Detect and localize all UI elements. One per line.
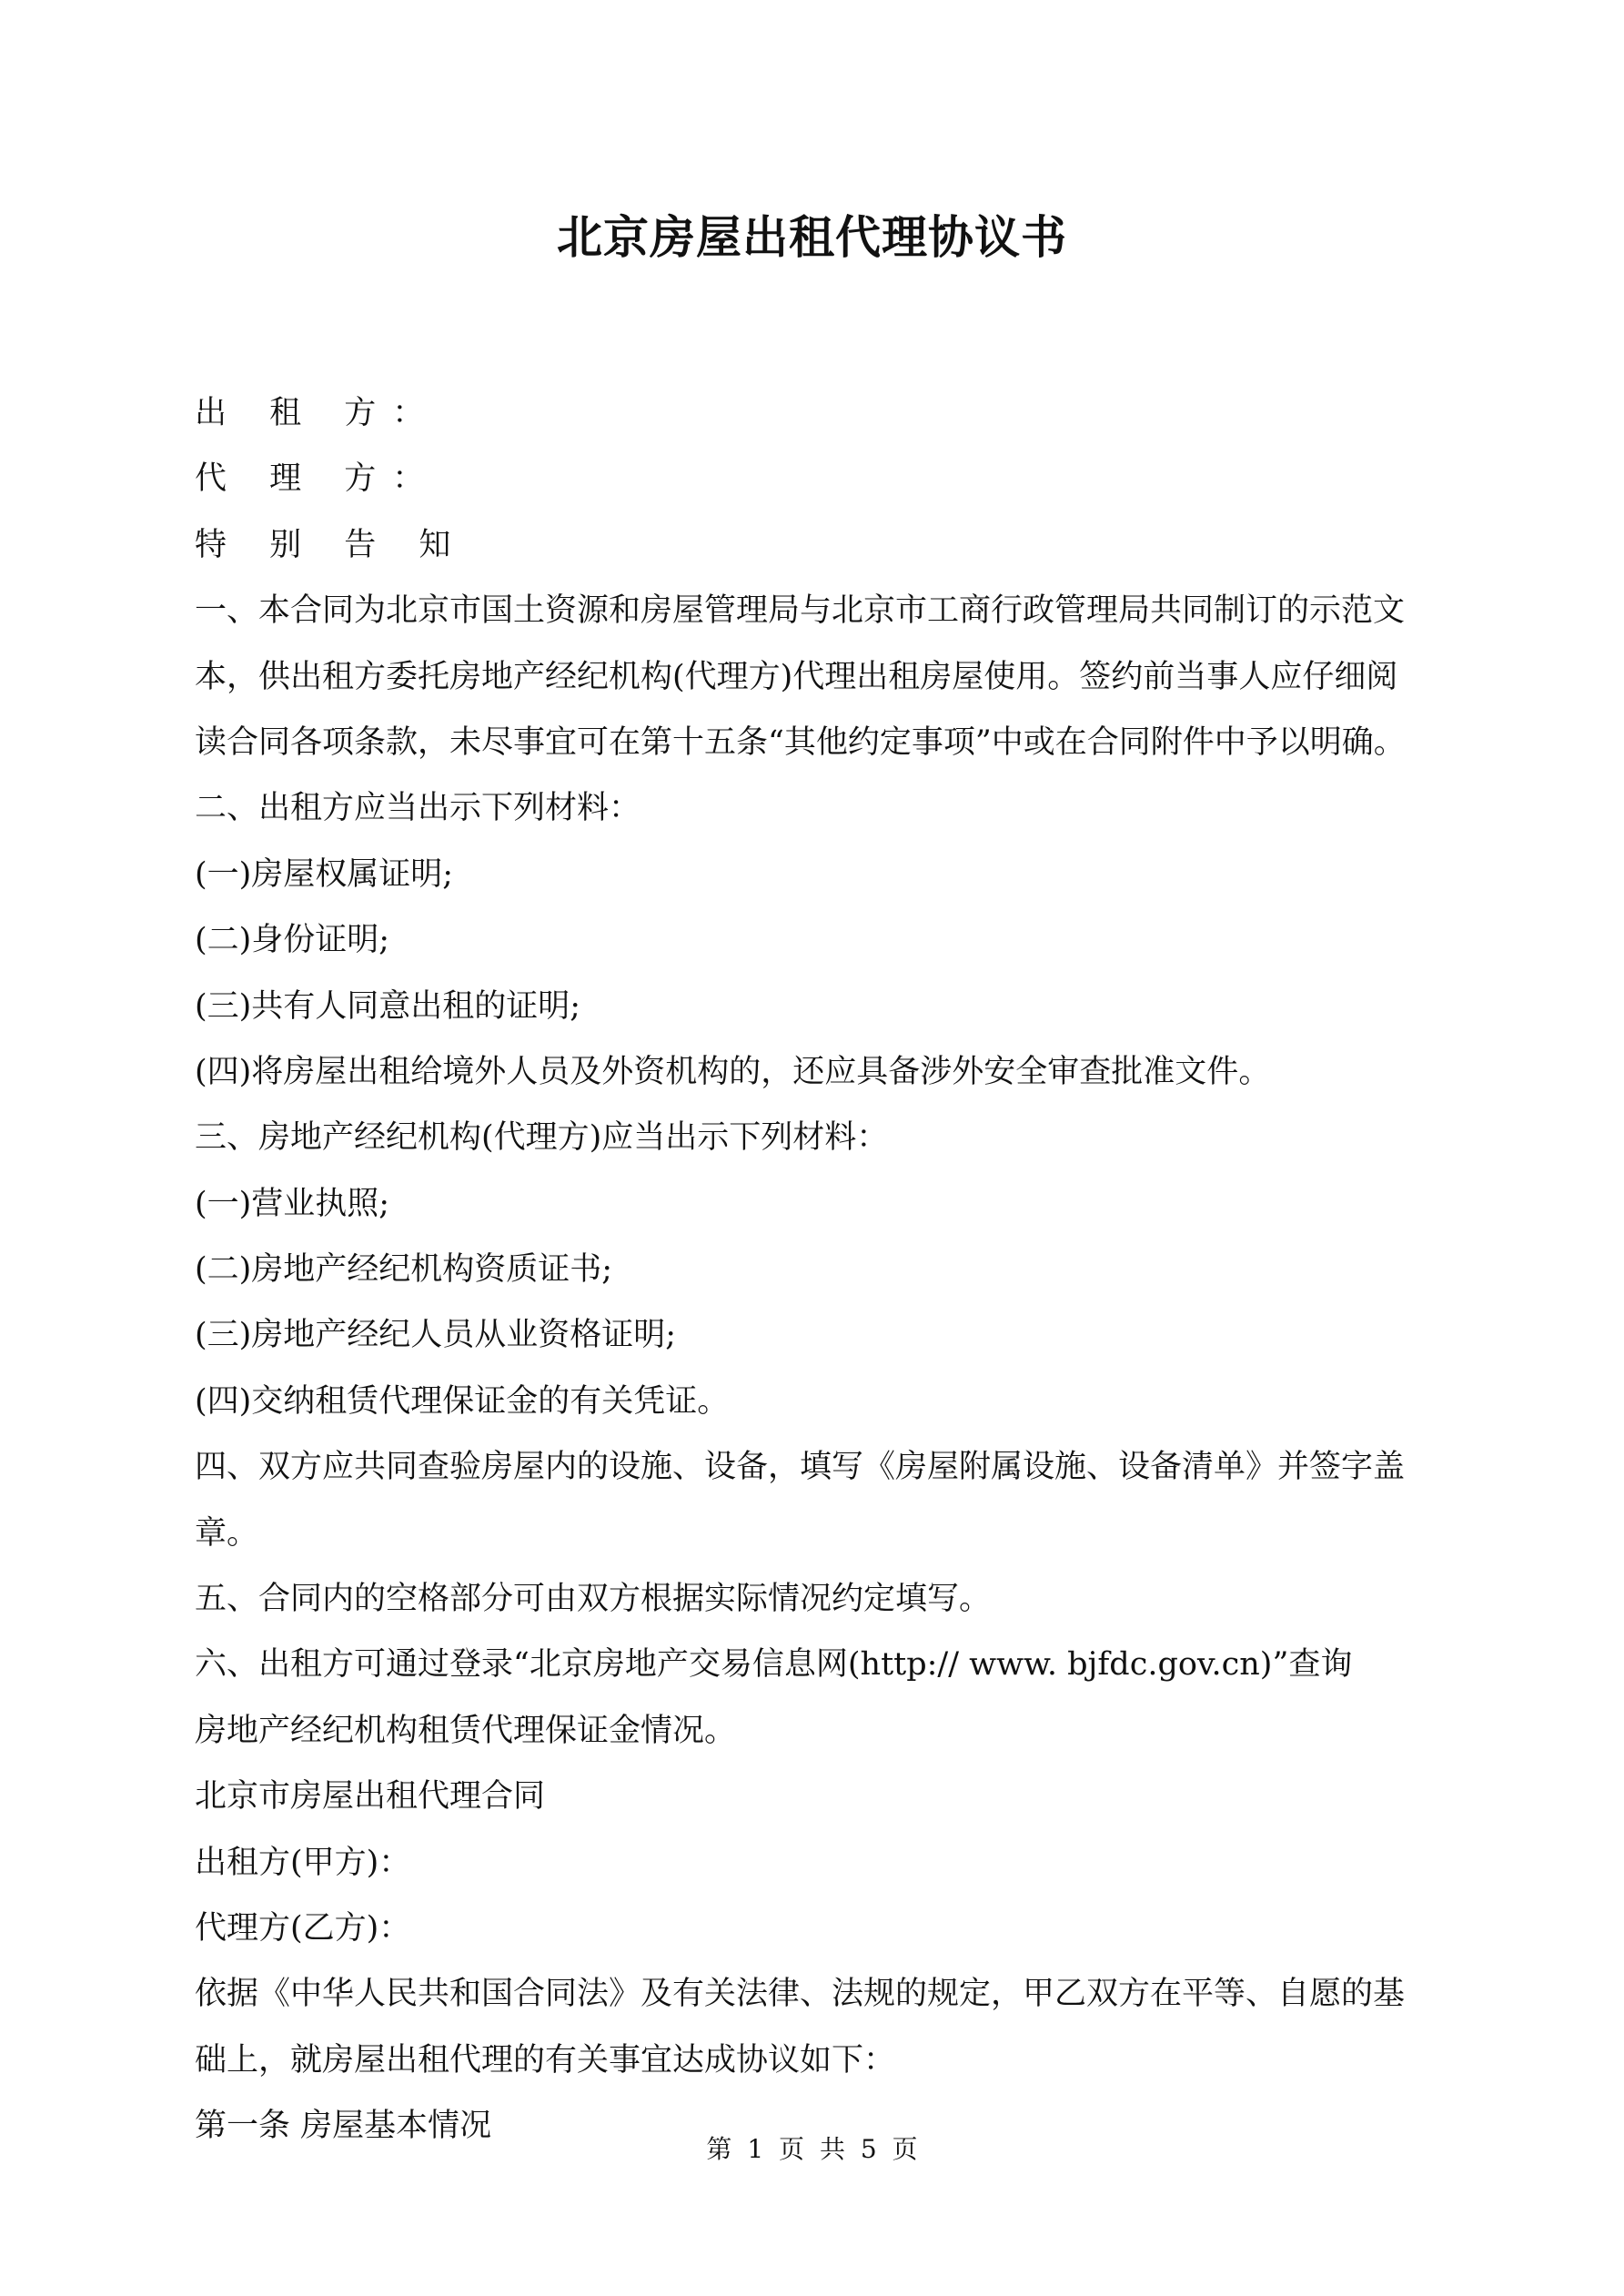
notice-item-1-line-2: 本，供出租方委托房地产经纪机构(代理方)代理出租房屋使用。签约前当事人应仔细阅 — [195, 658, 1398, 695]
notice-item-2-sub-4: (四)将房屋出租给境外人员及外资机构的，还应具备涉外安全审查批准文件。 — [195, 1053, 1271, 1090]
notice-item-2-sub-3: (三)共有人同意出租的证明; — [195, 987, 581, 1025]
notice-item-2-sub-2: (二)身份证明; — [195, 922, 390, 959]
article-1-heading: 第一条 房屋基本情况 — [195, 2108, 492, 2145]
notice-item-2-sub-1: (一)房屋权属证明; — [195, 855, 454, 893]
preamble-line-1: 依据《中华人民共和国合同法》及有关法律、法规的规定，甲乙双方在平等、自愿的基 — [195, 1976, 1406, 2013]
notice-item-3-sub-1: (一)营业执照; — [195, 1185, 390, 1222]
notice-item-1-line-1: 一、本合同为北京市国土资源和房屋管理局与北京市工商行政管理局共同制订的示范文 — [195, 592, 1406, 630]
agent-label: 代 理 方： — [195, 460, 441, 498]
notice-item-6-line-1: 六、出租方可通过登录“北京房地产交易信息网(http:// www. bjfdc.gov.cn)”查询 — [195, 1646, 1353, 1684]
notice-item-4-line-1: 四、双方应共同查验房屋内的设施、设备，填写《房屋附属设施、设备清单》并签字盖 — [195, 1449, 1406, 1486]
lessor-label: 出 租 方： — [195, 395, 441, 431]
notice-item-1-line-3: 读合同各项条款，未尽事宜可在第十五条“其他约定事项”中或在合同附件中予以明确。 — [195, 723, 1406, 761]
document-title: 北京房屋出租代理协议书 — [557, 210, 1067, 264]
notice-item-3-sub-4: (四)交纳租赁代理保证金的有关凭证。 — [195, 1382, 730, 1420]
notice-item-3-sub-3: (三)房地产经纪人员从业资格证明; — [195, 1317, 677, 1354]
page-footer: 第 1 页 共 5 页 — [706, 2134, 918, 2164]
notice-item-5: 五、合同内的空格部分可由双方根据实际情况约定填写。 — [195, 1581, 992, 1618]
notice-item-4-line-2: 章。 — [195, 1514, 259, 1552]
notice-item-3-heading: 三、房地产经纪机构(代理方)应当出示下列材料： — [195, 1119, 889, 1157]
special-notice-heading: 特 别 告 知 — [195, 526, 468, 563]
notice-item-6-line-2: 房地产经纪机构租赁代理保证金情况。 — [195, 1712, 737, 1749]
notice-item-3-sub-2: (二)房地产经纪机构资质证书; — [195, 1251, 613, 1289]
party-a-label: 出租方(甲方)： — [195, 1844, 411, 1881]
contract-heading: 北京市房屋出租代理合同 — [195, 1778, 546, 1816]
party-b-label: 代理方(乙方)： — [195, 1909, 411, 1947]
notice-item-2-heading: 二、出租方应当出示下列材料： — [195, 790, 641, 827]
document-body — [195, 380, 1450, 2159]
preamble-line-2: 础上，就房屋出租代理的有关事宜达成协议如下： — [195, 2041, 896, 2079]
